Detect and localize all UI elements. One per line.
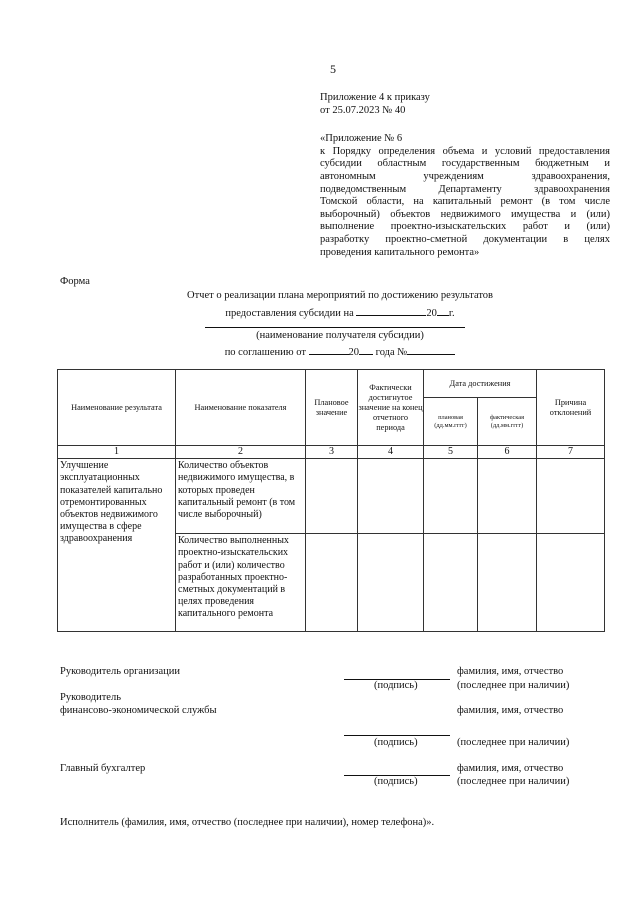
appendix-body-line: субсидии областным государственным бюджетным и [320, 158, 610, 170]
agreement-date-blank[interactable] [309, 343, 349, 355]
fio-note: (последнее при наличии) [457, 680, 570, 691]
report-title-line2 [130, 304, 550, 319]
head-of-org-fio: фамилия, имя, отчество [457, 666, 564, 677]
planned-date-cell[interactable] [424, 459, 478, 534]
actual-value-cell[interactable] [358, 534, 424, 632]
executor-footer: Исполнитель (фамилия, имя, отчество (последнее при наличии), номер телефона)». [60, 817, 435, 828]
planned-value-cell[interactable] [306, 534, 358, 632]
agreement-year-prefix: 20 [348, 347, 360, 358]
deviation-reason-cell[interactable] [537, 459, 605, 534]
header-achievement-date: Дата достижения [424, 370, 537, 398]
header-planned-value: Плановое значение [306, 370, 358, 446]
header-indicator-name: Наименование показателя [176, 370, 306, 446]
subsidy-purpose-blank[interactable] [356, 304, 426, 316]
page-number: 5 [330, 62, 336, 76]
result-cell: Улучшение эксплуатационных показателей капитально отремонтированных объектов недвижимого имущества в сфере здравоохранения [58, 459, 176, 632]
agreement-number-blank[interactable] [407, 343, 455, 355]
column-number: 7 [537, 446, 605, 459]
agreement-suffix: года № [375, 347, 408, 358]
chief-accountant-fio: фамилия, имя, отчество [457, 763, 564, 774]
recipient-caption: (наименование получателя субсидии) [256, 330, 424, 341]
column-number: 3 [306, 446, 358, 459]
signature-caption: (подпись) [374, 737, 418, 748]
column-number: 6 [478, 446, 537, 459]
appendix-title: «Приложение № 6 [320, 133, 403, 145]
column-number: 5 [424, 446, 478, 459]
report-table [57, 369, 605, 632]
head-of-org-label: Руководитель организации [60, 666, 180, 677]
header-result-name: Наименование результата [58, 370, 176, 446]
signature-caption: (подпись) [374, 776, 418, 787]
report-title-prefix: предоставления субсидии на [225, 308, 354, 319]
head-fin-fio: фамилия, имя, отчество [457, 705, 564, 716]
actual-value-cell[interactable] [358, 459, 424, 534]
header-actual-date: фактическая (дд.мм.гггг) [478, 398, 537, 446]
report-title-line1: Отчет о реализации плана мероприятий по достижению результатов [187, 290, 493, 301]
appendix-body-line: Томской области, на капитальный ремонт (в том числе [320, 196, 610, 208]
appendix-body-line: разработку проектно-сметной документации в целях [320, 233, 610, 245]
year-blank[interactable] [437, 304, 449, 316]
chief-accountant-label: Главный бухгалтер [60, 763, 146, 774]
agreement-prefix: по соглашению от [224, 347, 306, 358]
appendix-body-line: выполнение проектно-изыскательских работ и (или) [320, 221, 610, 233]
head-fin-signature-line[interactable] [344, 735, 450, 736]
fio-note: (последнее при наличии) [457, 776, 570, 787]
header-actual-value: Фактически достигнутое значение на конец отчетного периода [358, 370, 424, 446]
report-year-suffix: г. [448, 308, 455, 319]
header-planned-date: плановая (дд.мм.гггг) [424, 398, 478, 446]
appendix-body-line: проведения капитального ремонта» [320, 246, 480, 258]
appendix-header [320, 92, 610, 259]
indicator-cell: Количество объектов недвижимого имущества, в которых проведен капитальный ремонт (в том числе выборочный) [176, 459, 306, 534]
appendix-body-line: выборочный) объектов недвижимого имущества и (или) [320, 208, 610, 220]
recipient-name-line[interactable] [205, 327, 465, 328]
header-deviation-reason: Причина отклонений [537, 370, 605, 446]
appendix-line1: Приложение 4 к приказу [320, 92, 430, 103]
indicator-cell: Количество выполненных проектно-изыскательских работ и (или) количество разработанных проектно-сметных документаций в целях проведения капитального ремонта [176, 534, 306, 632]
fio-note: (последнее при наличии) [457, 737, 570, 748]
appendix-line2: от 25.07.2023 № 40 [320, 104, 406, 116]
column-number: 4 [358, 446, 424, 459]
planned-date-cell[interactable] [424, 534, 478, 632]
column-number: 1 [58, 446, 176, 459]
deviation-reason-cell[interactable] [537, 534, 605, 632]
appendix-body-line: к Порядку определения объема и условий предоставления [320, 145, 610, 157]
agreement-line [130, 343, 550, 358]
column-number: 2 [176, 446, 306, 459]
planned-value-cell[interactable] [306, 459, 358, 534]
appendix-body-line: автономным учреждениям здравоохранения, [320, 170, 610, 182]
signature-caption: (подпись) [374, 680, 418, 691]
head-fin-label-line2: финансово-экономической службы [60, 705, 217, 716]
appendix-body-line: подведомственным Департаменту здравоохранения [320, 183, 610, 195]
report-year-prefix: 20 [426, 308, 437, 319]
agreement-year-blank[interactable] [359, 343, 373, 355]
head-fin-label-line1: Руководитель [60, 692, 121, 703]
form-label: Форма [60, 276, 90, 287]
actual-date-cell[interactable] [478, 534, 537, 632]
actual-date-cell[interactable] [478, 459, 537, 534]
